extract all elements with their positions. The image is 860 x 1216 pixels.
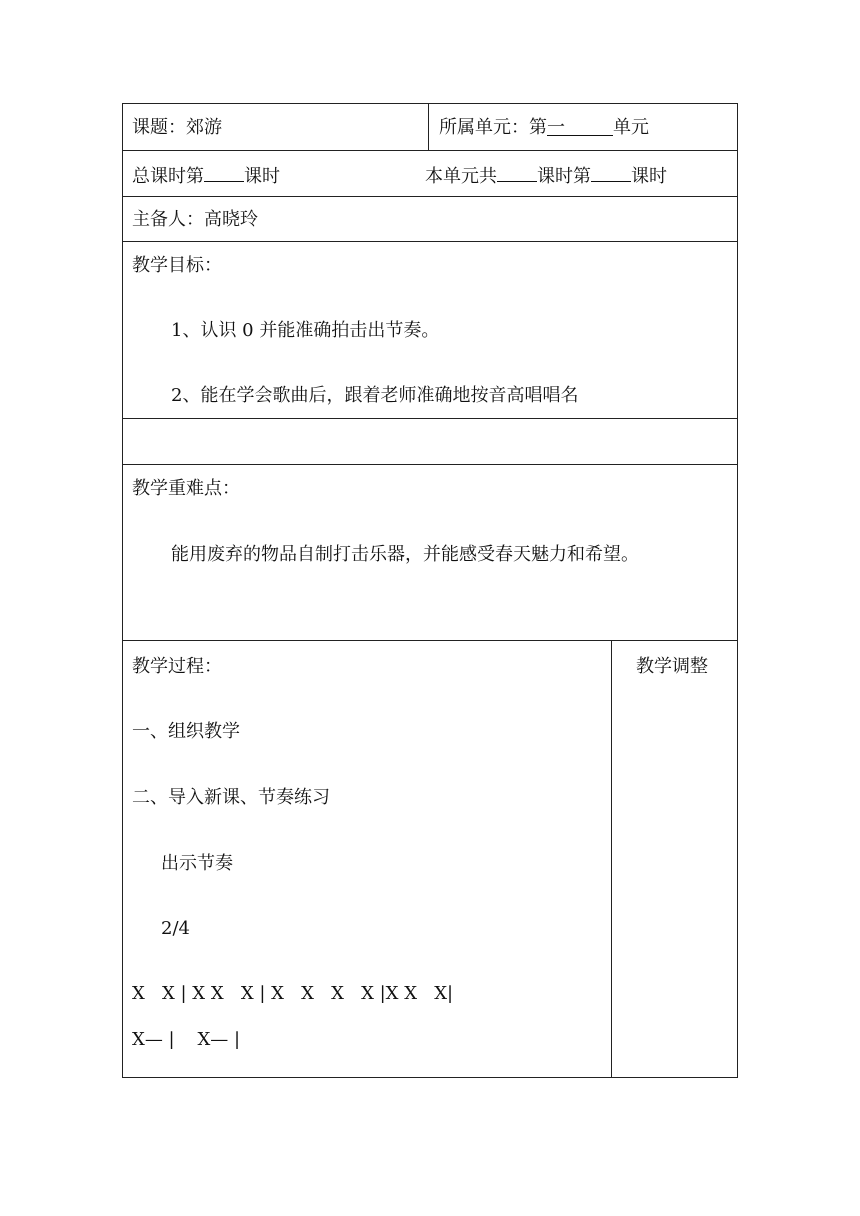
lesson-plan-table	[122, 103, 738, 1078]
rhythm-line-2: X— | X— |	[132, 1029, 241, 1050]
total-lesson-blank	[204, 163, 244, 182]
cell-divider	[428, 104, 429, 150]
row-preparer	[123, 197, 737, 242]
unit-label: 所属单元：第	[439, 117, 547, 138]
unit-value: 一	[547, 117, 565, 138]
unit-field	[439, 117, 649, 139]
process-step: 二、导入新课、节奏练习	[132, 787, 330, 808]
row-lesson-count	[123, 151, 737, 197]
key-points-text: 能用废弃的物品自制打击乐器，并能感受春天魅力和希望。	[171, 544, 639, 565]
unit-total-field	[425, 163, 667, 188]
unit-current-blank	[591, 163, 631, 182]
topic-text: 课题：郊游	[132, 117, 222, 138]
unit-total-prefix: 本单元共	[425, 166, 497, 187]
total-lesson-field	[132, 163, 280, 188]
unit-value-blank	[547, 117, 613, 136]
row-key-points	[123, 465, 737, 641]
total-lesson-suffix: 课时	[244, 166, 280, 187]
total-lesson-prefix: 总课时第	[132, 166, 204, 187]
cell-divider	[611, 641, 612, 1077]
key-points-title: 教学重难点：	[132, 478, 240, 499]
row-topic	[123, 104, 737, 151]
unit-total-suffix: 课时	[631, 166, 667, 187]
row-objectives	[123, 242, 737, 419]
row-process	[123, 641, 737, 1077]
unit-suffix: 单元	[613, 117, 649, 138]
objectives-title: 教学目标：	[132, 255, 222, 276]
time-signature: 2/4	[161, 918, 190, 939]
process-step: 出示节奏	[161, 853, 233, 874]
adjust-title: 教学调整	[636, 656, 708, 677]
objective-item: 1、认识 0 并能准确拍击出节奏。	[171, 320, 440, 341]
process-step: 一、组织教学	[132, 721, 240, 742]
unit-total-blank	[497, 163, 537, 182]
unit-total-mid: 课时第	[537, 166, 591, 187]
preparer-text: 主备人：高晓玲	[132, 209, 258, 230]
process-title: 教学过程：	[132, 656, 222, 677]
objective-item: 2、能在学会歌曲后，跟着老师准确地按音高唱唱名	[171, 385, 579, 406]
row-blank	[123, 419, 737, 465]
rhythm-line-1: X X | X X X | X X X X |X X X|	[132, 983, 454, 1004]
